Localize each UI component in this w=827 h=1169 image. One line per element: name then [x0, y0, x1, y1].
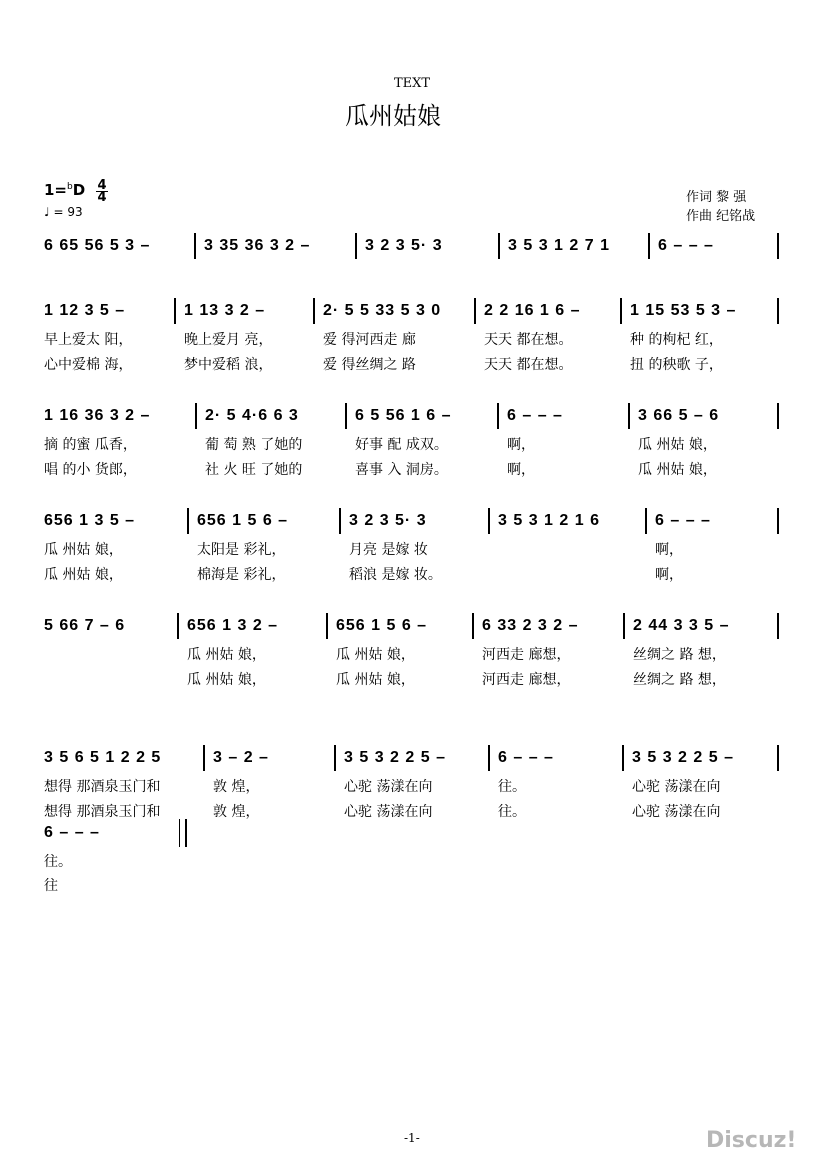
barline [488, 508, 490, 534]
barline [777, 508, 779, 534]
lyric-4-1-b: 瓜 州姑 娘， [44, 567, 123, 583]
lyric-2-3-a: 爱 得河西走 廊 [323, 332, 416, 348]
lyric-3-4-a: 啊， [507, 437, 535, 453]
lyric-3-3-b: 喜事 入 洞房。 [355, 462, 448, 478]
lyric-3-4-b: 啊， [507, 462, 535, 478]
barline [474, 298, 476, 324]
barline [620, 298, 622, 324]
lyric-2-1-b: 心中爱棉 海， [44, 357, 133, 373]
lyric-6-5-b: 心驼 荡漾在向 [632, 804, 721, 820]
time-top: 4 [97, 178, 107, 193]
barline [628, 403, 630, 429]
measure-4-5: 6 – – – [655, 512, 711, 529]
tempo-value: = 93 [53, 205, 83, 219]
lyric-6-2-b: 敦 煌， [213, 804, 260, 820]
measure-1-4: 3 5 3 1 2 7 1 [508, 237, 610, 254]
measure-5-1: 5 66 7 – 6 [44, 617, 126, 634]
barline [195, 403, 197, 429]
lyric-6-3-b: 心驼 荡漾在向 [344, 804, 433, 820]
barline [497, 403, 499, 429]
lyric-5-3-a: 瓜 州姑 娘， [336, 647, 415, 663]
measure-2-1: 1 12 3 5 – [44, 302, 126, 319]
barline [203, 745, 205, 771]
lyric-5-3-b: 瓜 州姑 娘， [336, 672, 415, 688]
lyricist-credit: 作词 黎 强 [686, 190, 747, 205]
lyric-4-2-b: 棉海是 彩礼， [197, 567, 286, 583]
lyric-4-1-a: 瓜 州姑 娘， [44, 542, 123, 558]
lyric-5-5-a: 丝绸之 路 想， [633, 647, 726, 663]
lyric-3-5-b: 瓜 州姑 娘， [638, 462, 717, 478]
lyric-2-1-a: 早上爱太 阳， [44, 332, 133, 348]
measure-1-5: 6 – – – [658, 237, 714, 254]
measure-7-1: 6 – – – [44, 824, 100, 841]
final-barline-thin [179, 819, 180, 847]
watermark-logo: Discuz! [706, 1128, 797, 1153]
lyric-6-1-b: 想得 那酒泉玉门和 [44, 804, 161, 820]
barline [355, 233, 357, 259]
measure-4-4: 3 5 3 1 2 1 6 [498, 512, 600, 529]
measure-2-3: 2· 5 5 33 5 3 0 [323, 302, 442, 319]
barline [187, 508, 189, 534]
page-number: -1- [404, 1131, 420, 1145]
key-letter: D [72, 181, 86, 199]
lyric-2-2-a: 晚上爱月 亮， [184, 332, 273, 348]
measure-3-5: 3 66 5 – 6 [638, 407, 720, 424]
barline [623, 613, 625, 639]
key-prefix: 1= [44, 181, 68, 199]
barline [313, 298, 315, 324]
lyric-5-2-b: 瓜 州姑 娘， [187, 672, 266, 688]
measure-5-5: 2 44 3 3 5 – [633, 617, 730, 634]
lyric-4-3-b: 稻浪 是嫁 妆。 [349, 567, 442, 583]
lyric-4-5-b: 啊， [655, 567, 683, 583]
lyric-7-1-b: 往 [44, 878, 58, 894]
measure-6-3: 3 5 3 2 2 5 – [344, 749, 446, 766]
lyric-3-1-a: 摘 的蜜 瓜香， [44, 437, 137, 453]
barline [174, 298, 176, 324]
measure-2-2: 1 13 3 2 – [184, 302, 266, 319]
measure-2-5: 1 15 53 5 3 – [630, 302, 737, 319]
barline [194, 233, 196, 259]
subtitle: TEXT [394, 76, 431, 91]
lyric-5-2-a: 瓜 州姑 娘， [187, 647, 266, 663]
lyric-3-2-b: 社 火 旺 了她的 [205, 462, 303, 478]
tempo-marking [44, 205, 83, 219]
lyric-2-2-b: 梦中爱稻 浪， [184, 357, 273, 373]
lyric-6-4-a: 往。 [498, 779, 526, 795]
lyric-6-4-b: 往。 [498, 804, 526, 820]
barline [645, 508, 647, 534]
flat-sign: b [67, 182, 73, 192]
lyric-4-2-a: 太阳是 彩礼， [197, 542, 286, 558]
time-bottom: 4 [97, 190, 107, 205]
lyric-3-5-a: 瓜 州姑 娘， [638, 437, 717, 453]
lyric-2-4-b: 天天 都在想。 [484, 357, 573, 373]
measure-6-2: 3 – 2 – [213, 749, 269, 766]
measure-5-4: 6 33 2 3 2 – [482, 617, 579, 634]
measure-2-4: 2 2 16 1 6 – [484, 302, 581, 319]
measure-1-3: 3 2 3 5· 3 [365, 237, 443, 254]
lyric-4-5-a: 啊， [655, 542, 683, 558]
barline [777, 403, 779, 429]
lyric-3-2-a: 葡 萄 熟 了她的 [205, 437, 303, 453]
barline [488, 745, 490, 771]
measure-3-3: 6 5 56 1 6 – [355, 407, 452, 424]
key-signature [44, 181, 85, 199]
lyric-7-1-a: 往。 [44, 854, 72, 870]
song-title: 瓜州姑娘 [345, 102, 441, 130]
measure-1-2: 3 35 36 3 2 – [204, 237, 311, 254]
lyric-2-5-a: 种 的枸杞 红， [630, 332, 723, 348]
composer-credit: 作曲 纪铭战 [686, 209, 756, 224]
barline [177, 613, 179, 639]
barline [472, 613, 474, 639]
quarter-note-icon: ♩ [44, 205, 50, 219]
barline [345, 403, 347, 429]
barline [777, 745, 779, 771]
barline [339, 508, 341, 534]
lyric-6-2-a: 敦 煌， [213, 779, 260, 795]
barline [622, 745, 624, 771]
barline [326, 613, 328, 639]
measure-6-1: 3 5 6 5 1 2 2 5 [44, 749, 162, 766]
barline [498, 233, 500, 259]
measure-4-2: 656 1 5 6 – [197, 512, 289, 529]
time-signature [96, 180, 108, 203]
measure-1-1: 6 65 56 5 3 – [44, 237, 151, 254]
measure-4-1: 656 1 3 5 – [44, 512, 136, 529]
measure-5-3: 656 1 5 6 – [336, 617, 428, 634]
lyric-5-4-b: 河西走 廊想， [482, 672, 571, 688]
lyric-2-4-a: 天天 都在想。 [484, 332, 573, 348]
lyric-2-3-b: 爱 得丝绸之 路 [323, 357, 416, 373]
lyric-6-5-a: 心驼 荡漾在向 [632, 779, 721, 795]
lyric-3-1-b: 唱 的小 货郎， [44, 462, 137, 478]
lyric-5-4-a: 河西走 廊想， [482, 647, 571, 663]
lyric-5-5-b: 丝绸之 路 想， [633, 672, 726, 688]
measure-4-3: 3 2 3 5· 3 [349, 512, 427, 529]
lyric-4-3-a: 月亮 是嫁 妆 [349, 542, 428, 558]
measure-5-2: 656 1 3 2 – [187, 617, 279, 634]
lyric-2-5-b: 扭 的秧歌 子， [630, 357, 723, 373]
final-barline-thick [185, 819, 187, 847]
barline [334, 745, 336, 771]
measure-3-1: 1 16 36 3 2 – [44, 407, 151, 424]
lyric-6-1-a: 想得 那酒泉玉门和 [44, 779, 161, 795]
measure-3-4: 6 – – – [507, 407, 563, 424]
barline [777, 613, 779, 639]
barline [777, 233, 779, 259]
lyric-6-3-a: 心驼 荡漾在向 [344, 779, 433, 795]
measure-3-2: 2· 5 4·6 6 3 [205, 407, 299, 424]
lyric-3-3-a: 好事 配 成双。 [355, 437, 448, 453]
barline [648, 233, 650, 259]
measure-6-5: 3 5 3 2 2 5 – [632, 749, 734, 766]
barline [777, 298, 779, 324]
measure-6-4: 6 – – – [498, 749, 554, 766]
